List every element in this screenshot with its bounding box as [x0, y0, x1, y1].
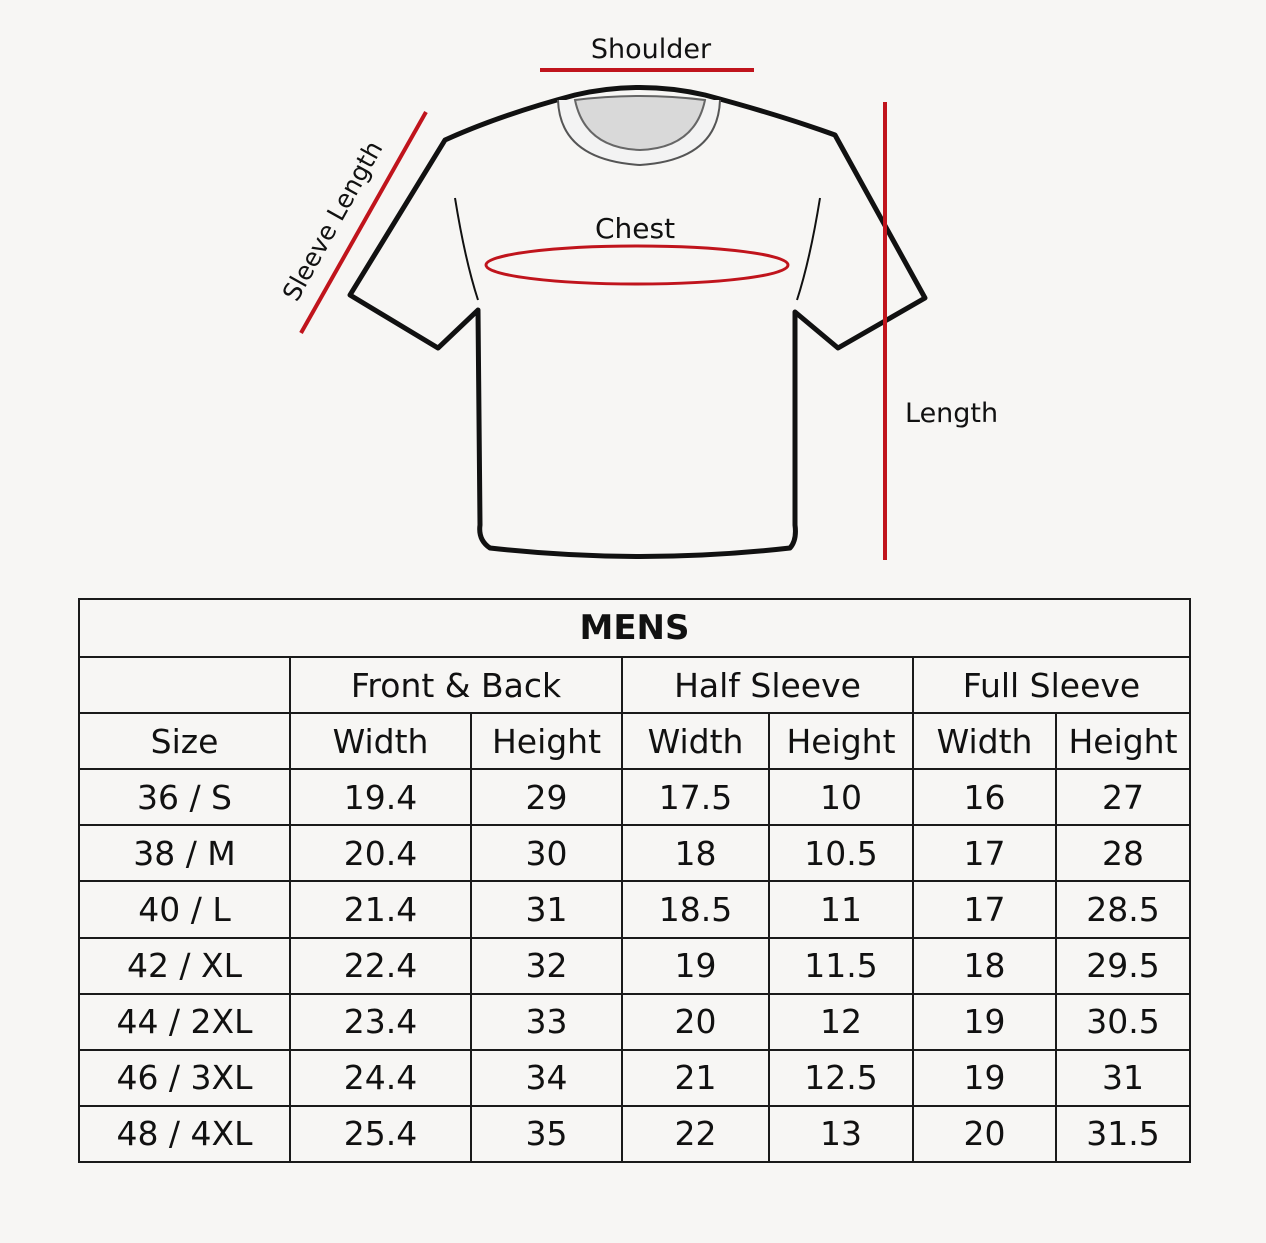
- measurement-cell: 19: [913, 1050, 1056, 1106]
- table-group-header-row: [79, 657, 1190, 713]
- measurement-cell: 18: [622, 825, 769, 881]
- measurement-cell: 19: [622, 938, 769, 994]
- measurement-cell: 12.5: [769, 1050, 913, 1106]
- chest-label: Chest: [594, 212, 676, 245]
- measurement-cell: 30: [471, 825, 622, 881]
- measurement-cell: 17: [913, 825, 1056, 881]
- size-cell: 40 / L: [79, 881, 290, 937]
- measurement-cell: 34: [471, 1050, 622, 1106]
- shoulder-label: Shoulder: [590, 34, 712, 65]
- measurement-cell: 33: [471, 994, 622, 1050]
- measurement-cell: 28: [1056, 825, 1190, 881]
- measurement-cell: 11: [769, 881, 913, 937]
- measurement-cell: 31: [471, 881, 622, 937]
- measurement-cell: 32: [471, 938, 622, 994]
- sub-header: Height: [769, 713, 913, 769]
- measurement-cell: 20: [622, 994, 769, 1050]
- empty-header-cell: [79, 657, 290, 713]
- size-cell: 44 / 2XL: [79, 994, 290, 1050]
- measurement-cell: 17: [913, 881, 1056, 937]
- measurement-cell: 19: [913, 994, 1056, 1050]
- table-row: [79, 994, 1190, 1050]
- measurement-cell: 22.4: [290, 938, 471, 994]
- measurement-cell: 29.5: [1056, 938, 1190, 994]
- length-label: Length: [905, 398, 999, 429]
- group-header-half-sleeve: Half Sleeve: [622, 657, 913, 713]
- sub-header: Width: [622, 713, 769, 769]
- measurement-cell: 11.5: [769, 938, 913, 994]
- mens-size-table: [78, 598, 1191, 1163]
- measurement-cell: 35: [471, 1106, 622, 1162]
- group-header-front-back: Front & Back: [290, 657, 622, 713]
- table-row: [79, 938, 1190, 994]
- table-title-row: [79, 599, 1190, 657]
- table-row: [79, 1050, 1190, 1106]
- measurement-cell: 20: [913, 1106, 1056, 1162]
- tshirt-measurement-diagram: [0, 0, 1266, 590]
- group-header-full-sleeve: Full Sleeve: [913, 657, 1190, 713]
- size-cell: 46 / 3XL: [79, 1050, 290, 1106]
- measurement-cell: 28.5: [1056, 881, 1190, 937]
- table-row: [79, 769, 1190, 825]
- measurement-cell: 13: [769, 1106, 913, 1162]
- measurement-cell: 23.4: [290, 994, 471, 1050]
- sub-header: Width: [913, 713, 1056, 769]
- size-cell: 36 / S: [79, 769, 290, 825]
- size-cell: 48 / 4XL: [79, 1106, 290, 1162]
- table-row: [79, 1106, 1190, 1162]
- measurement-cell: 12: [769, 994, 913, 1050]
- sub-header: Height: [471, 713, 622, 769]
- measurement-cell: 20.4: [290, 825, 471, 881]
- measurement-cell: 29: [471, 769, 622, 825]
- measurement-cell: 10: [769, 769, 913, 825]
- table-row: [79, 825, 1190, 881]
- measurement-cell: 10.5: [769, 825, 913, 881]
- measurement-cell: 21.4: [290, 881, 471, 937]
- sleeve-length-label: Sleeve Length: [276, 136, 389, 306]
- size-header: Size: [79, 713, 290, 769]
- measurement-cell: 31.5: [1056, 1106, 1190, 1162]
- measurement-cell: 31: [1056, 1050, 1190, 1106]
- table-row: [79, 881, 1190, 937]
- measurement-cell: 18: [913, 938, 1056, 994]
- measurement-cell: 18.5: [622, 881, 769, 937]
- sub-header: Height: [1056, 713, 1190, 769]
- measurement-cell: 27: [1056, 769, 1190, 825]
- table-title: MENS: [79, 599, 1190, 657]
- sub-header: Width: [290, 713, 471, 769]
- measurement-cell: 24.4: [290, 1050, 471, 1106]
- measurement-cell: 17.5: [622, 769, 769, 825]
- measurement-cell: 25.4: [290, 1106, 471, 1162]
- measurement-cell: 22: [622, 1106, 769, 1162]
- measurement-cell: 16: [913, 769, 1056, 825]
- size-cell: 42 / XL: [79, 938, 290, 994]
- size-cell: 38 / M: [79, 825, 290, 881]
- measurement-cell: 19.4: [290, 769, 471, 825]
- measurement-cell: 30.5: [1056, 994, 1190, 1050]
- measurement-cell: 21: [622, 1050, 769, 1106]
- table-sub-header-row: [79, 713, 1190, 769]
